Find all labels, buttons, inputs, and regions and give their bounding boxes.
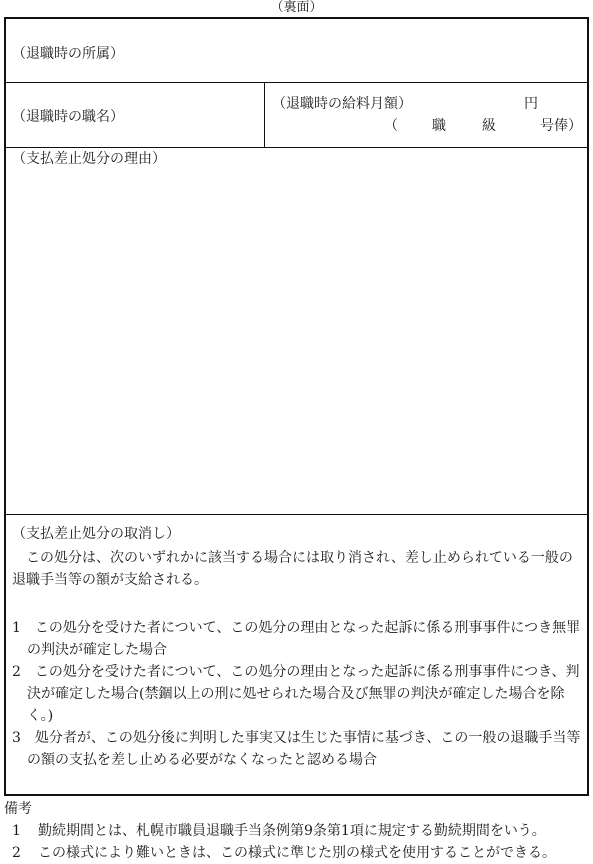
cancel-item-text: この処分を受けた者について、この処分の理由となった起訴に係る刑事事件につき、判決が確定した場合(禁錮以上の刑に処せられた場合及び無罪の判決が確定した場合を除く。)	[27, 664, 580, 724]
cancel-label: （支払差止処分の取消し）	[12, 526, 180, 542]
cancel-item-num: 1	[12, 620, 21, 636]
row-divider-1	[6, 82, 587, 83]
form-table	[4, 17, 589, 796]
reason-label: （支払差止処分の理由）	[12, 151, 166, 167]
cancel-item-num: 2	[12, 664, 21, 680]
position-label: （退職時の職名）	[12, 109, 124, 125]
cancel-item-text: 処分者が、この処分後に判明した事実又は生じた事情に基づき、この一般の退職手当等の額の支払を差し止める必要がなくなったと認める場合	[27, 730, 581, 768]
note-text: 勤続期間とは、札幌市職員退職手当条例第9条第1項に規定する勤続期間をいう。	[38, 823, 546, 839]
note-num: 2	[12, 845, 21, 861]
row-divider-2	[6, 147, 587, 148]
salary-unit: 円	[524, 96, 538, 112]
page-header: （裏面）	[270, 0, 323, 15]
note-item-1	[4, 820, 589, 842]
column-divider	[264, 82, 265, 147]
cancel-intro: この処分は、次のいずれかに該当する場合には取り消され、差し止められている一般の退職手当等の額が支給される。	[12, 550, 573, 588]
notes-title: 備考	[4, 801, 32, 817]
cancel-item-text: この処分を受けた者について、この処分の理由となった起訴に係る刑事事件につき無罪の判決が確定した場合	[27, 620, 581, 658]
grade-kyu: 級	[482, 118, 496, 134]
cancel-item-1	[12, 617, 586, 661]
cancel-item-num: 3	[12, 730, 21, 746]
grade-open: （	[384, 118, 398, 134]
dept-label: （退職時の所属）	[12, 46, 124, 62]
cancel-item-3	[12, 727, 586, 771]
note-item-2	[4, 842, 589, 864]
note-text: この様式により難いときは、この様式に準じた別の様式を使用することができる。	[38, 845, 556, 861]
row-divider-3	[6, 514, 587, 515]
grade-gouhou: 号俸）	[540, 118, 582, 134]
cancel-item-2	[12, 661, 586, 727]
note-num: 1	[12, 823, 21, 839]
salary-label: （退職時の給料月額）	[272, 96, 412, 112]
grade-shoku: 職	[432, 118, 446, 134]
notes-section	[4, 798, 589, 864]
